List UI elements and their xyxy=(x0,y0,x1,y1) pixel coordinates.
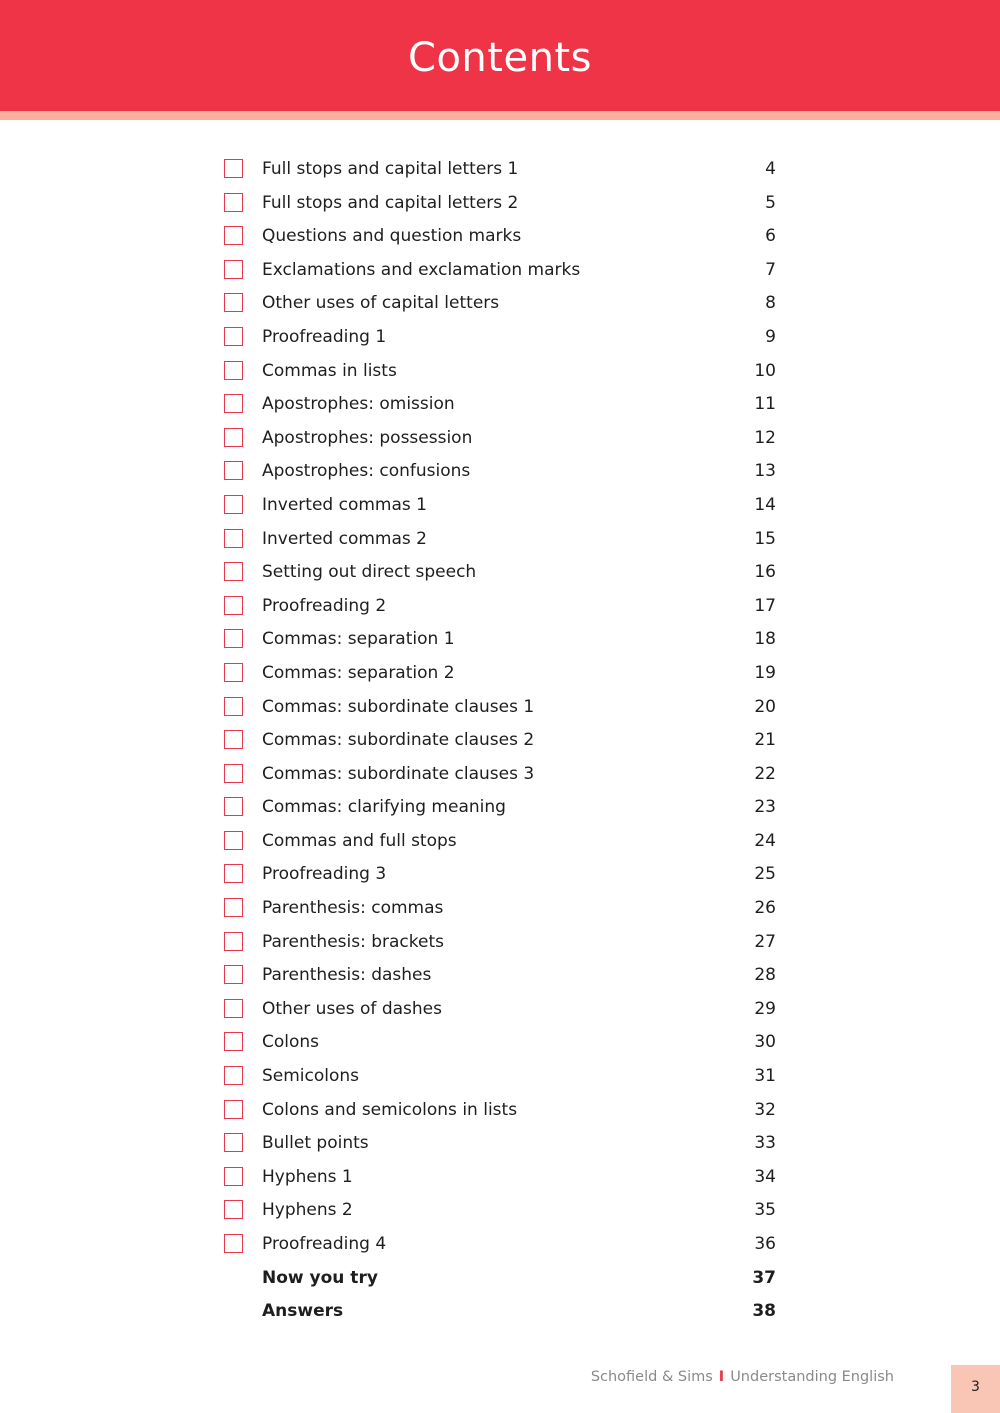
progress-checkbox[interactable] xyxy=(224,1167,243,1186)
toc-entry-title: Proofreading 2 xyxy=(262,595,387,616)
toc-entry-title: Proofreading 4 xyxy=(262,1234,387,1254)
toc-entry-page: 34 xyxy=(754,1166,776,1187)
toc-entry-title: Commas: clarifying meaning xyxy=(262,797,506,818)
toc-row xyxy=(224,1094,776,1128)
toc-entry-title: Colons xyxy=(262,1032,320,1053)
progress-checkbox[interactable] xyxy=(224,965,243,984)
toc-row xyxy=(224,724,776,758)
toc-entry-title: Answers xyxy=(262,1301,344,1322)
toc-entry-title: Other uses of capital letters xyxy=(262,293,500,314)
progress-checkbox[interactable] xyxy=(224,159,243,178)
footer-publisher: Schofield & Sims xyxy=(590,1369,713,1385)
toc-entry-page: 15 xyxy=(754,528,776,549)
toc-entry-title: Commas: separation 2 xyxy=(262,662,455,683)
progress-checkbox[interactable] xyxy=(224,629,243,648)
page-number: 3 xyxy=(971,1379,980,1395)
header-stripe xyxy=(0,111,1000,120)
toc-row xyxy=(224,858,776,892)
toc-row xyxy=(224,758,776,792)
progress-checkbox[interactable] xyxy=(224,260,243,279)
toc-row xyxy=(224,321,776,355)
header-banner xyxy=(0,0,1000,111)
toc-row xyxy=(224,1161,776,1195)
toc-entry-page: 22 xyxy=(754,763,776,784)
progress-checkbox[interactable] xyxy=(224,293,243,312)
page-title: Contents xyxy=(408,35,592,81)
progress-checkbox[interactable] xyxy=(224,428,243,447)
progress-checkbox[interactable] xyxy=(224,226,243,245)
toc-entry-page: 17 xyxy=(754,595,776,616)
toc-entry-page: 14 xyxy=(754,494,776,515)
footer-series: Understanding English xyxy=(730,1369,894,1385)
toc-row xyxy=(224,590,776,624)
toc-entry-title: Full stops and capital letters 2 xyxy=(262,192,519,213)
toc-entry-page: 8 xyxy=(765,293,776,314)
toc-entry-page: 38 xyxy=(752,1301,776,1322)
toc-entry-page: 24 xyxy=(754,830,776,851)
toc-entry-title: Full stops and capital letters 1 xyxy=(262,159,519,179)
toc-row xyxy=(224,254,776,288)
progress-checkbox[interactable] xyxy=(224,864,243,883)
toc-entry-title: Inverted commas 2 xyxy=(262,528,427,549)
toc-entry-title: Hyphens 2 xyxy=(262,1200,353,1221)
toc-entry-title: Semicolons xyxy=(262,1066,360,1087)
toc-row xyxy=(224,825,776,859)
toc-entry-title: Commas: separation 1 xyxy=(262,629,455,650)
progress-checkbox[interactable] xyxy=(224,596,243,615)
toc-row xyxy=(224,623,776,657)
progress-checkbox[interactable] xyxy=(224,327,243,346)
toc-entry-title: Hyphens 1 xyxy=(262,1166,353,1187)
toc-entry-title: Commas: subordinate clauses 2 xyxy=(262,730,535,751)
toc-row xyxy=(224,657,776,691)
toc-entry-title: Parenthesis: commas xyxy=(262,898,444,919)
toc-entry-page: 20 xyxy=(754,696,776,717)
progress-checkbox[interactable] xyxy=(224,764,243,783)
toc-entry-page: 19 xyxy=(754,662,776,683)
toc-entry-page: 5 xyxy=(765,192,776,213)
progress-checkbox[interactable] xyxy=(224,562,243,581)
toc-row xyxy=(224,220,776,254)
toc-entry-page: 21 xyxy=(754,730,776,751)
progress-checkbox[interactable] xyxy=(224,663,243,682)
toc-row xyxy=(224,489,776,523)
toc-row xyxy=(224,691,776,725)
toc-entry-page: 13 xyxy=(754,461,776,482)
toc-entry-title: Inverted commas 1 xyxy=(262,494,427,515)
toc-row xyxy=(224,1194,776,1228)
progress-checkbox[interactable] xyxy=(224,898,243,917)
toc-entry-title: Apostrophes: confusions xyxy=(262,461,471,482)
progress-checkbox[interactable] xyxy=(224,797,243,816)
toc-row xyxy=(224,187,776,221)
progress-checkbox[interactable] xyxy=(224,495,243,514)
progress-checkbox[interactable] xyxy=(224,999,243,1018)
toc-entry-page: 37 xyxy=(752,1267,776,1288)
progress-checkbox[interactable] xyxy=(224,529,243,548)
table-of-contents xyxy=(224,153,776,1329)
toc-entry-page: 10 xyxy=(754,360,776,381)
progress-checkbox[interactable] xyxy=(224,361,243,380)
toc-entry-page: 33 xyxy=(754,1133,776,1154)
toc-entry-title: Commas and full stops xyxy=(262,830,457,851)
toc-entry-page: 16 xyxy=(754,562,776,583)
toc-entry-page: 30 xyxy=(754,1032,776,1053)
toc-row xyxy=(224,1262,776,1296)
toc-entry-title: Questions and question marks xyxy=(262,226,522,247)
toc-entry-title: Parenthesis: dashes xyxy=(262,965,432,986)
toc-row xyxy=(224,926,776,960)
toc-row xyxy=(224,1228,776,1262)
toc-row xyxy=(224,422,776,456)
toc-entry-page: 18 xyxy=(754,629,776,650)
footer-credit xyxy=(591,1367,894,1387)
toc-row xyxy=(224,523,776,557)
toc-row xyxy=(224,388,776,422)
toc-entry-title: Setting out direct speech xyxy=(262,562,477,583)
progress-checkbox[interactable] xyxy=(224,1200,243,1219)
progress-checkbox[interactable] xyxy=(224,1133,243,1152)
toc-entry-title: Proofreading 1 xyxy=(262,326,387,347)
progress-checkbox[interactable] xyxy=(224,1100,243,1119)
toc-entry-title: Commas: subordinate clauses 3 xyxy=(262,763,535,784)
toc-row xyxy=(224,993,776,1027)
progress-checkbox[interactable] xyxy=(224,394,243,413)
toc-entry-page: 31 xyxy=(754,1066,776,1087)
page-number-tab xyxy=(951,1365,1000,1413)
toc-entry-title: Apostrophes: possession xyxy=(262,427,473,448)
toc-row xyxy=(224,791,776,825)
progress-checkbox[interactable] xyxy=(224,697,243,716)
toc-entry-page: 32 xyxy=(754,1099,776,1120)
toc-entry-page: 23 xyxy=(754,797,776,818)
toc-row xyxy=(224,556,776,590)
toc-entry-page: 28 xyxy=(754,965,776,986)
progress-checkbox[interactable] xyxy=(224,461,243,480)
toc-row xyxy=(224,355,776,389)
progress-checkbox[interactable] xyxy=(224,1234,243,1253)
toc-entry-page: 35 xyxy=(754,1200,776,1221)
toc-entry-page: 4 xyxy=(765,159,776,179)
toc-row xyxy=(224,153,776,187)
toc-entry-title: Apostrophes: omission xyxy=(262,394,455,415)
toc-entry-page: 12 xyxy=(754,427,776,448)
toc-entry-page: 29 xyxy=(754,998,776,1019)
toc-row xyxy=(224,959,776,993)
progress-checkbox[interactable] xyxy=(224,1066,243,1085)
toc-row xyxy=(224,1295,776,1329)
progress-checkbox[interactable] xyxy=(224,1032,243,1051)
toc-entry-page: 9 xyxy=(765,326,776,347)
toc-entry-page: 26 xyxy=(754,898,776,919)
toc-entry-title: Now you try xyxy=(262,1267,378,1288)
toc-entry-title: Colons and semicolons in lists xyxy=(262,1099,518,1120)
progress-checkbox[interactable] xyxy=(224,831,243,850)
toc-row xyxy=(224,287,776,321)
toc-entry-title: Commas in lists xyxy=(262,360,397,381)
toc-entry-title: Commas: subordinate clauses 1 xyxy=(262,696,535,717)
toc-entry-title: Exclamations and exclamation marks xyxy=(262,259,581,280)
progress-checkbox[interactable] xyxy=(224,730,243,749)
toc-entry-title: Parenthesis: brackets xyxy=(262,931,444,952)
toc-entry-page: 27 xyxy=(754,931,776,952)
toc-entry-page: 25 xyxy=(754,864,776,885)
footer-separator: I xyxy=(718,1369,725,1385)
progress-checkbox[interactable] xyxy=(224,932,243,951)
toc-row xyxy=(224,892,776,926)
toc-row xyxy=(224,1060,776,1094)
toc-row xyxy=(224,1127,776,1161)
toc-entry-page: 7 xyxy=(765,259,776,280)
toc-entry-title: Bullet points xyxy=(262,1133,369,1154)
toc-row xyxy=(224,455,776,489)
toc-row xyxy=(224,1026,776,1060)
toc-entry-title: Proofreading 3 xyxy=(262,864,387,885)
toc-entry-page: 11 xyxy=(754,394,776,415)
toc-entry-page: 6 xyxy=(765,226,776,247)
progress-checkbox[interactable] xyxy=(224,193,243,212)
toc-entry-title: Other uses of dashes xyxy=(262,998,442,1019)
toc-entry-page: 36 xyxy=(754,1234,776,1254)
